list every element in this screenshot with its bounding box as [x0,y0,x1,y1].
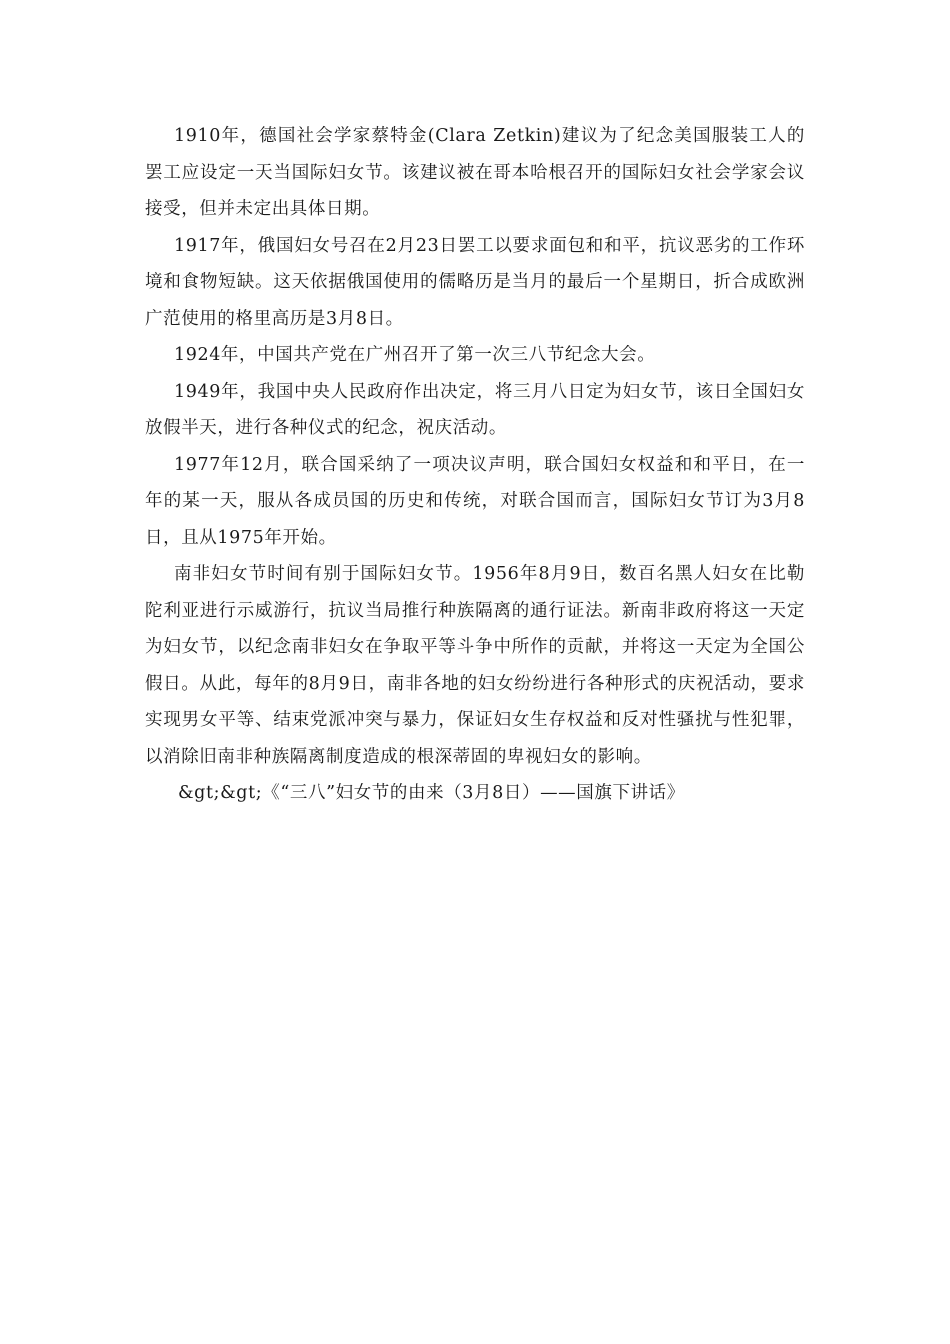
paragraph-1977: 1977年12月，联合国采纳了一项决议声明，联合国妇女权益和和平日，在一年的某一天，服从各成员国的历史和传统，对联合国而言，国际妇女节订为3月8日，且从1975年开始。 [145,454,805,548]
paragraph-1924: 1924年，中国共产党在广州召开了第一次三八节纪念大会。 [174,345,656,365]
paragraph-1949: 1949年，我国中央人民政府作出决定，将三月八日定为妇女节，该日全国妇女放假半天，进行各种仪式的纪念，祝庆活动。 [145,381,805,438]
paragraph-south-africa: 南非妇女节时间有别于国际妇女节。1956年8月9日，数百名黑人妇女在比勒陀利亚进行示威游行，抗议当局推行种族隔离的通行证法。新南非政府将这一天定为妇女节，以纪念南非妇女在争取平等斗争中所作的贡献，并将这一天定为全国公假日。从此，每年的8月9日，南非各地的妇女纷纷进行各种形式的庆祝活动，要求实现男女平等、结束党派冲突与暴力，保证妇女生存权益和反对性骚扰与性犯罪，以消除旧南非种族隔离制度造成的根深蒂固的卑视妇女的影响。 [145,564,805,767]
paragraph-1917: 1917年，俄国妇女号召在2月23日罢工以要求面包和和平，抗议恶劣的工作环境和食物短缺。这天依据俄国使用的儒略历是当月的最后一个星期日，折合成欧洲广范使用的格里高历是3月8日。 [145,235,805,329]
related-article-link[interactable]: &gt;&gt;《“三八”妇女节的由来（3月8日）——国旗下讲话》 [178,783,685,803]
document-body [145,118,805,812]
paragraph-1910: 1910年，德国社会学家蔡特金(Clara Zetkin)建议为了纪念美国服装工人的罢工应设定一天当国际妇女节。该建议被在哥本哈根召开的国际妇女社会学家会议接受，但并未定出具体日期。 [145,126,805,219]
